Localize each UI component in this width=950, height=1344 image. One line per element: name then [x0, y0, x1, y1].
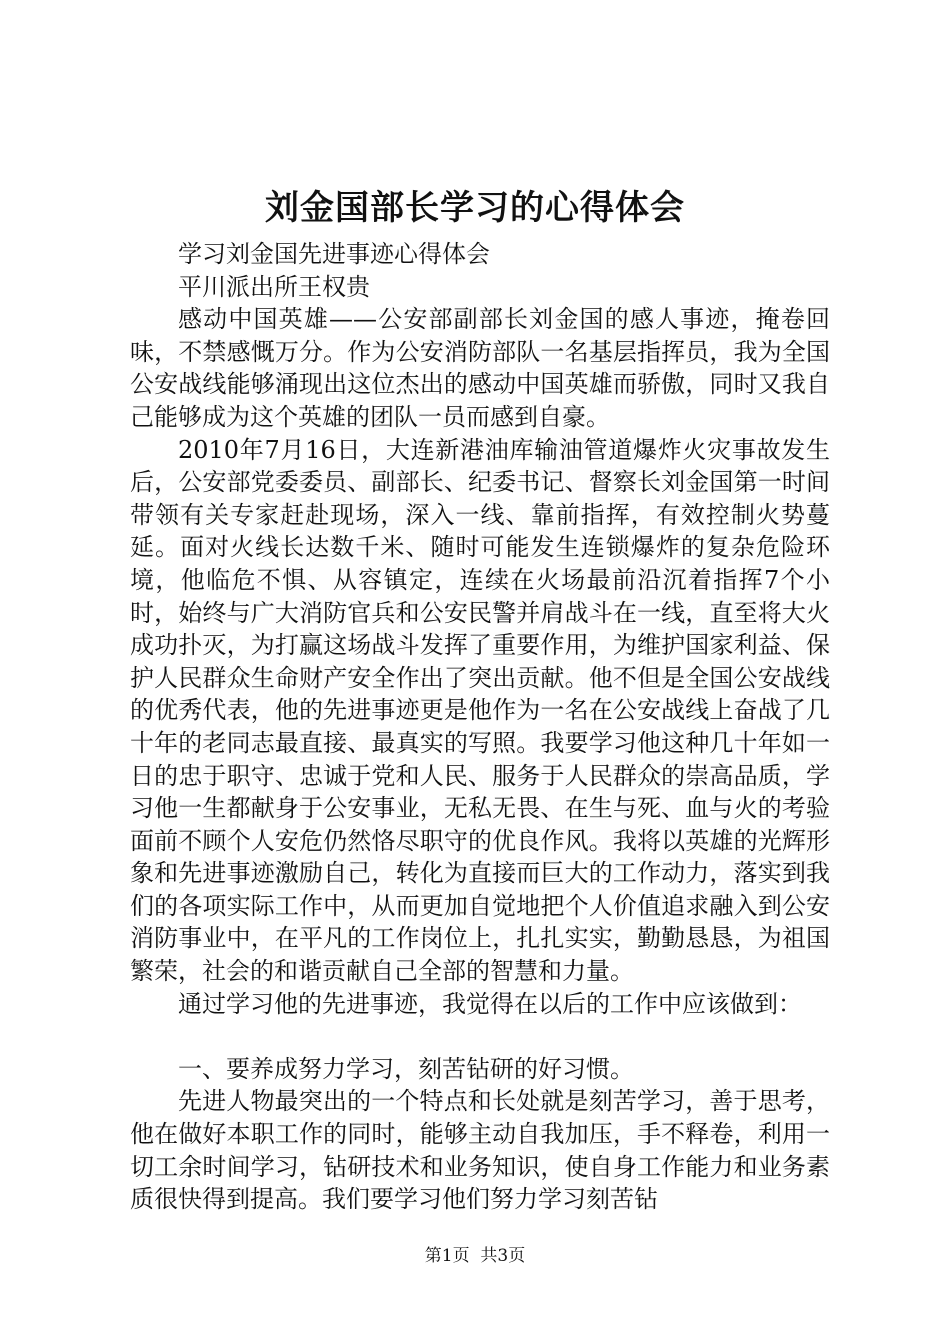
- author-line: 平川派出所王权贵: [178, 272, 370, 301]
- paragraph-event: 2010年7月16日，大连新港油库输油管道爆炸火灾事故发生后，公安部党委委员、副部长、纪委书记、督察长刘金国第一时间带领有关专家赶赴现场，深入一线、靠前指挥，有效控制火势蔓延。面对火线长达数千米、随时可能发生连锁爆炸的复杂危险环境，他临危不惧、从容镇定，连续在火场最前沿沉着指挥7个小时，始终与广大消防官兵和公安民警并肩战斗在一线，直至将大火成功扑灭，为打赢这场战斗发挥了重要作用，为维护国家利益、保护人民群众生命财产安全作出了突出贡献。他不但是全国公安战线的优秀代表，他的先进事迹更是他作为一名在公安战线上奋战了几十年的老同志最直接、最真实的写照。我要学习他这种几十年如一日的忠于职守、忠诚于党和人民、服务于人民群众的崇高品质，学习他一生都献身于公安事业，无私无畏、在生与死、血与火的考验面前不顾个人安危仍然恪尽职守的优良作风。我将以英雄的光辉形象和先进事迹激励自己，转化为直接而巨大的工作动力，落实到我们的各项实际工作中，从而更加自觉地把个人价值追求融入到公安消防事业中，在平凡的工作岗位上，扎扎实实，勤勤恳恳，为祖国繁荣，社会的和谐贡献自己全部的智慧和力量。: [130, 435, 830, 986]
- page-footer: [0, 1244, 950, 1268]
- page-total: 共3页: [480, 1246, 526, 1266]
- document-subtitle: 学习刘金国先进事迹心得体会: [178, 240, 490, 268]
- paragraph-transition: 通过学习他的先进事迹，我觉得在以后的工作中应该做到：: [178, 989, 802, 1018]
- document-body: [130, 238, 830, 1216]
- page-number: 第1页: [424, 1246, 470, 1266]
- paragraph-intro: 感动中国英雄——公安部副部长刘金国的感人事迹，掩卷回味，不禁感慨万分。作为公安消防部队一名基层指挥员，我为全国公安战线能够涌现出这位杰出的感动中国英雄而骄傲，同时又我自己能够成为这个英雄的团队一员而感到自豪。: [130, 305, 830, 431]
- section-heading: 一、要养成努力学习，刻苦钻研的好习惯。: [178, 1054, 634, 1083]
- document-title: 刘金国部长学习的心得体会: [265, 188, 685, 228]
- section-paragraph: 先进人物最突出的一个特点和长处就是刻苦学习，善于思考，他在做好本职工作的同时，能够主动自我加压，手不释卷，利用一切工余时间学习，钻研技术和业务知识，使自身工作能力和业务素质很快得到提高。我们要学习他们努力学习刻苦钻: [130, 1087, 830, 1214]
